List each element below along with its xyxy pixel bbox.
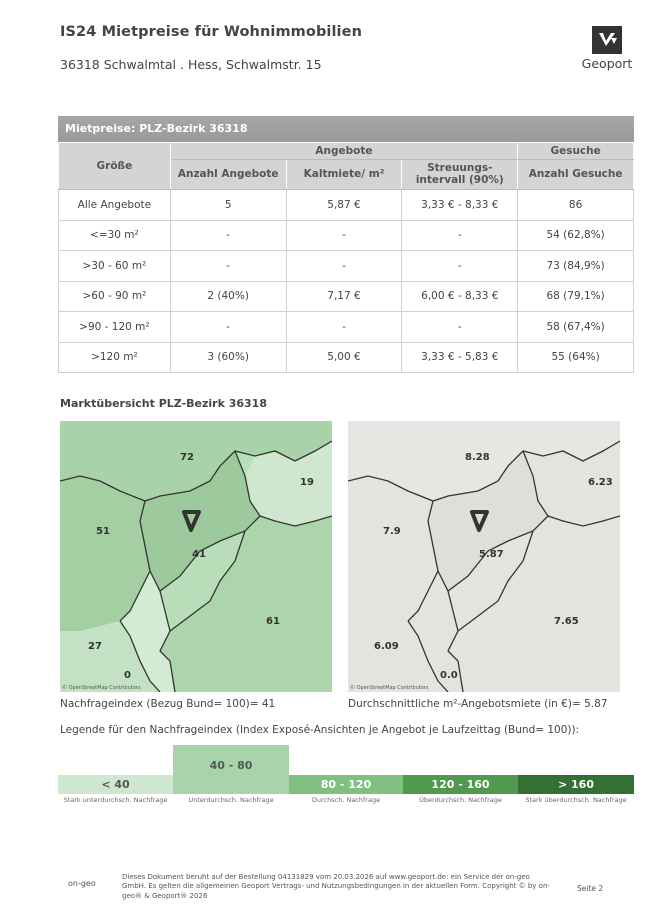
cell-streuung: - — [402, 251, 518, 282]
cell-kaltmiete: - — [286, 312, 402, 343]
legend-swatch — [403, 775, 518, 794]
left_map-label-southeast: 61 — [266, 616, 280, 627]
legend-desc: Stark überdurchsch. Nachfrage — [525, 796, 627, 804]
left_map-label-east: 19 — [300, 477, 314, 488]
cell-anzahl: 3 (60%) — [170, 342, 286, 373]
cell-groesse: <=30 m² — [59, 220, 171, 251]
rent-price-caption: Durchschnittliche m²-Angebotsmiete (in €)= 5.87 — [348, 698, 608, 710]
right_map-label-east: 6.23 — [588, 477, 613, 488]
geoport-logo — [577, 26, 637, 71]
page-title: IS24 Mietpreise für Wohnimmobilien — [60, 24, 362, 40]
table-row — [59, 190, 634, 221]
cell-gesuche: 55 (64%) — [518, 342, 634, 373]
geoport-logo-text: Geoport — [581, 56, 633, 71]
cell-gesuche: 73 (84,9%) — [518, 251, 634, 282]
table-row — [59, 281, 634, 312]
legend-swatch — [289, 775, 403, 794]
address-line: 36318 Schwalmtal . Hess, Schwalmstr. 15 — [60, 57, 322, 72]
right_map-attribution: © OpenStreetMap Contributors — [350, 685, 429, 691]
table-row — [59, 251, 634, 282]
cell-anzahl: - — [170, 251, 286, 282]
legend-title: Legende für den Nachfrageindex (Index Exposé-Ansichten je Angebot je Laufzeittag (Bund= 100)): — [60, 724, 580, 736]
cell-streuung: - — [402, 220, 518, 251]
cell-streuung: - — [402, 312, 518, 343]
cell-streuung: 6,00 € - 8,33 € — [402, 281, 518, 312]
cell-kaltmiete: - — [286, 220, 402, 251]
cell-gesuche: 58 (67,4%) — [518, 312, 634, 343]
legend-range: < 40 — [101, 778, 130, 791]
cell-kaltmiete: 7,17 € — [286, 281, 402, 312]
header-anzahl-angebote: Anzahl Angebote — [170, 160, 286, 190]
left_map-label-south: 0 — [124, 670, 131, 681]
header-groesse: Größe — [59, 143, 171, 190]
cell-groesse: Alle Angebote — [59, 190, 171, 221]
header-group-angebote: Angebote — [170, 143, 517, 160]
table-row — [59, 342, 634, 373]
cell-gesuche: 86 — [518, 190, 634, 221]
cell-kaltmiete: 5,87 € — [286, 190, 402, 221]
rent-table — [58, 116, 634, 373]
cell-anzahl: - — [170, 220, 286, 251]
cell-anzahl: 2 (40%) — [170, 281, 286, 312]
legend-range: 120 - 160 — [431, 778, 490, 791]
header-kaltmiete: Kaltmiete/ m² — [286, 160, 402, 190]
left_map-label-southwest: 27 — [88, 641, 102, 652]
legend-range: 40 - 80 — [209, 759, 253, 772]
legend-swatch — [518, 775, 634, 794]
cell-groesse: >90 - 120 m² — [59, 312, 171, 343]
right_map-label-west: 7.9 — [383, 526, 401, 537]
legend-desc: Überdurchsch. Nachfrage — [419, 796, 502, 804]
cell-gesuche: 68 (79,1%) — [518, 281, 634, 312]
cell-groesse: >60 - 90 m² — [59, 281, 171, 312]
right_map-label-south: 0.0 — [440, 670, 458, 681]
right_map-label-southwest: 6.09 — [374, 641, 399, 652]
legend-desc: Durchsch. Nachfrage — [311, 796, 381, 804]
left_map-label-center: 41 — [192, 549, 206, 560]
cell-gesuche: 54 (62,8%) — [518, 220, 634, 251]
left_map-label-north: 72 — [180, 452, 194, 463]
left_map-attribution: © OpenStreetMap Contributors — [62, 685, 141, 691]
legend-range: > 160 — [557, 778, 594, 791]
right_map-label-southeast: 7.65 — [554, 616, 579, 627]
cell-streuung: 3,33 € - 5,83 € — [402, 342, 518, 373]
cell-kaltmiete: - — [286, 251, 402, 282]
footer-text: Dieses Dokument beruht auf der Bestellung 04131829 vom 20.03.2026 auf www.geoport.de: ein Service der on-geo GmbH. Es gelten die allgemeinen Geoport Vertrags- und Nutzungsbedingungen in der aktuellen Form. Copyright © by on-geo® & Geoport® 2026 — [122, 873, 550, 900]
page-number: Seite 2 — [577, 884, 604, 893]
geoport-logo-icon — [592, 26, 622, 54]
header-anzahl-gesuche: Anzahl Gesuche — [518, 160, 634, 190]
table-row — [59, 312, 634, 343]
table-title: Mietpreise: PLZ-Bezirk 36318 — [58, 116, 634, 142]
cell-streuung: 3,33 € - 8,33 € — [402, 190, 518, 221]
right_map-label-north: 8.28 — [465, 452, 490, 463]
cell-groesse: >120 m² — [59, 342, 171, 373]
legend-desc: Stark unterdurchsch. Nachfrage — [63, 796, 168, 804]
on-geo-logo: on-geo — [68, 879, 96, 888]
cell-anzahl: - — [170, 312, 286, 343]
cell-anzahl: 5 — [170, 190, 286, 221]
legend-desc: Unterdurchsch. Nachfrage — [188, 796, 274, 804]
market-title: Marktübersicht PLZ-Bezirk 36318 — [60, 397, 267, 410]
legend-range: 80 - 120 — [320, 778, 372, 791]
cell-groesse: >30 - 60 m² — [59, 251, 171, 282]
demand-index-caption: Nachfrageindex (Bezug Bund= 100)= 41 — [60, 698, 276, 710]
legend-swatch — [58, 775, 173, 794]
header-group-gesuche: Gesuche — [518, 143, 634, 160]
legend-swatch — [173, 745, 289, 794]
table-row — [59, 220, 634, 251]
right_map-label-center: 5.87 — [479, 549, 504, 560]
header-streuung: Streuungs-intervall (90%) — [402, 160, 518, 190]
left_map-label-west: 51 — [96, 526, 110, 537]
cell-kaltmiete: 5,00 € — [286, 342, 402, 373]
